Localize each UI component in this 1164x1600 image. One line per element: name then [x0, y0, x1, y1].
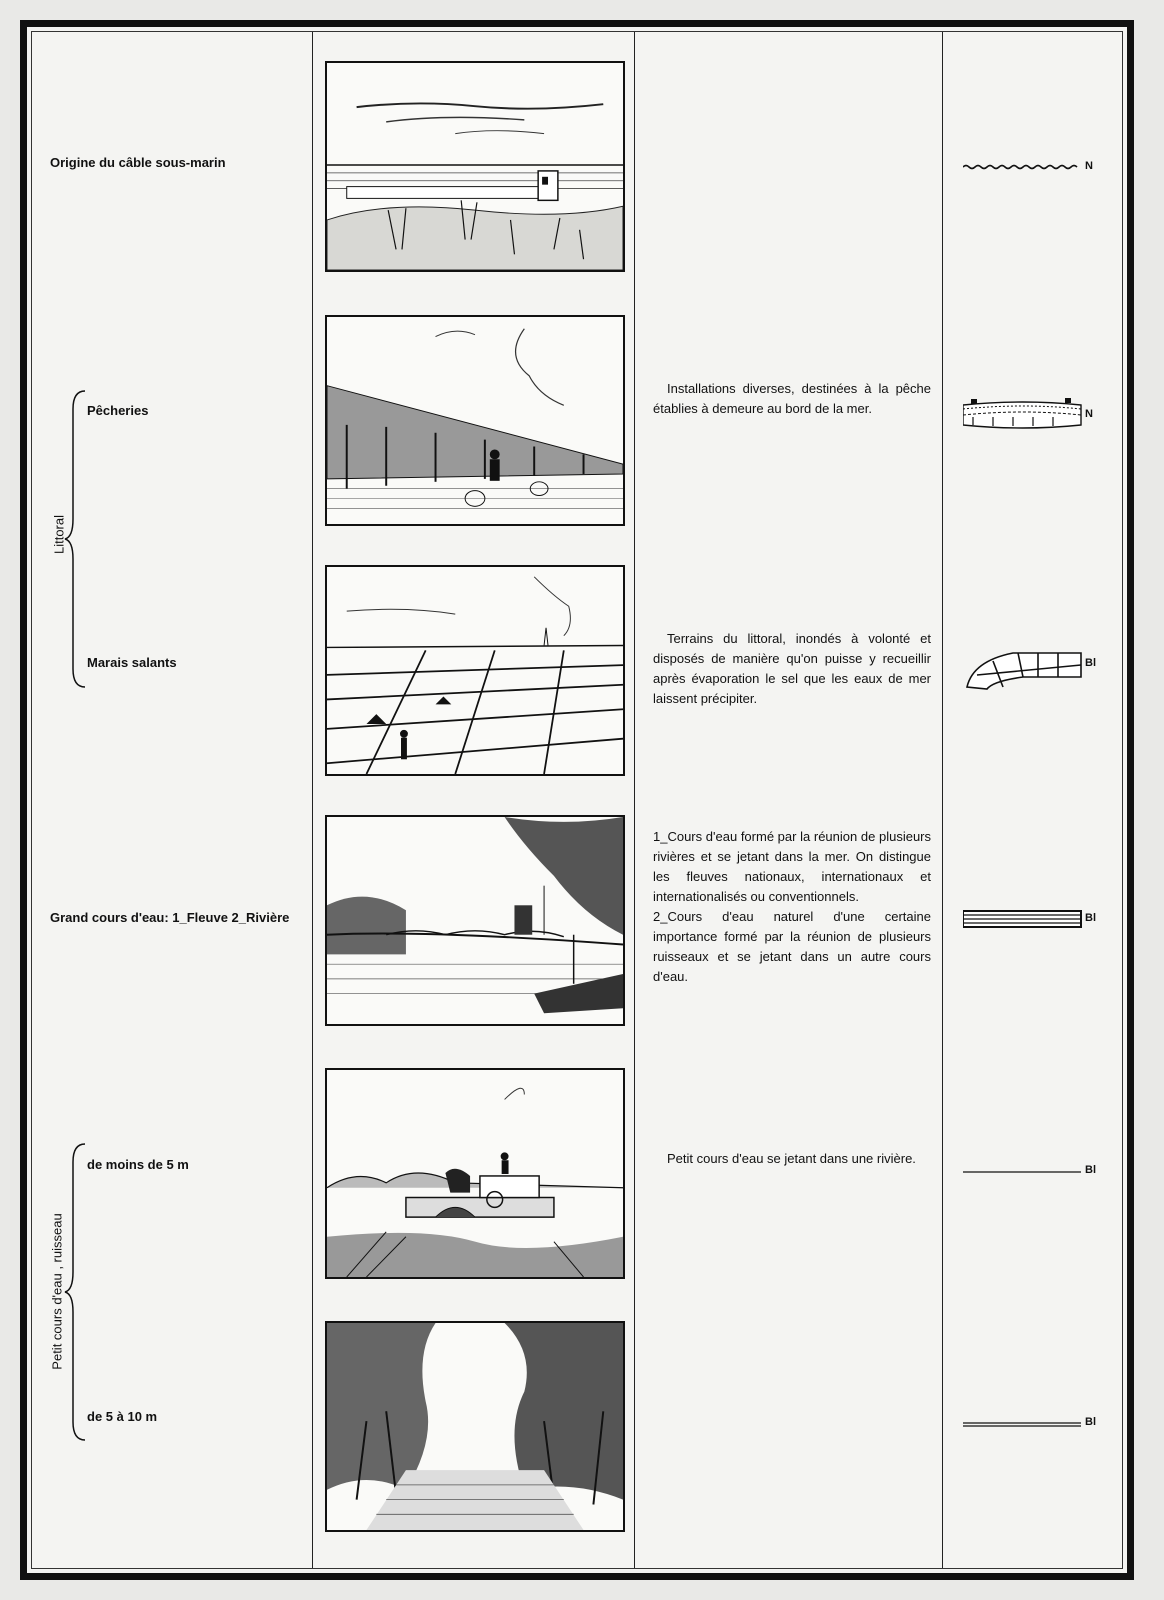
column-divider-1 [312, 32, 313, 1568]
pecheries-symbol-icon [963, 395, 1083, 435]
description-grand-cours [653, 827, 931, 987]
marais-symbol-icon [963, 647, 1083, 691]
symbol-grand-cours [963, 899, 1113, 939]
littoral-brace [63, 389, 87, 689]
row-name-moins-5m: de moins de 5 m [87, 1157, 189, 1172]
symbol-cable [963, 147, 1113, 187]
description-moins-5m [653, 1149, 931, 1169]
symbol-letter: Bl [1085, 657, 1096, 669]
description-paragraph: 1_Cours d'eau formé par la réunion de plusieurs rivières et se jetant dans la mer. On distingue les fleuves nationaux, internationaux et internationalisés ou conventionnels. [653, 829, 931, 904]
symbol-letter: Bl [1085, 912, 1096, 924]
page-frame [20, 20, 1134, 1580]
description-paragraph: 2_Cours d'eau naturel d'une certaine importance formé par la réunion de plusieurs ruisseaux et se jetant dans un autre cours d'eau. [653, 909, 931, 984]
illustration-marais-salants [325, 565, 625, 776]
column-divider-3 [942, 32, 943, 1568]
symbol-5-10m [963, 1403, 1113, 1443]
petit-cours-brace [63, 1142, 87, 1442]
5-10m-symbol-icon [963, 1403, 1083, 1443]
description-marais [653, 629, 931, 709]
symbol-letter: Bl [1085, 1416, 1096, 1428]
description-paragraph: Installations diverses, destinées à la pêche établies à demeure au bord de la mer. [653, 381, 931, 416]
symbol-pecheries [963, 395, 1113, 435]
illustration-cable-hut [325, 61, 625, 272]
description-paragraph: Petit cours d'eau se jetant dans une rivière. [667, 1151, 916, 1166]
symbol-marais [963, 647, 1113, 687]
column-divider-2 [634, 32, 635, 1568]
moins-5m-symbol-icon [963, 1151, 1083, 1191]
description-pecheries [653, 379, 931, 419]
row-name-marais: Marais salants [87, 655, 177, 670]
symbol-letter: Bl [1085, 1164, 1096, 1176]
illustration-5-10m [325, 1321, 625, 1532]
row-name-5-10m: de 5 à 10 m [87, 1409, 158, 1424]
symbol-letter: N [1085, 408, 1093, 420]
row-name-pecheries: Pêcheries [87, 403, 149, 418]
description-paragraph: Terrains du littoral, inondés à volonté et disposés de manière qu'on puisse y recueillir après évaporation le sel que les eaux de mer laissent précipiter. [653, 631, 931, 706]
illustration-grand-cours [325, 815, 625, 1026]
group-label-littoral: Littoral [51, 514, 67, 555]
symbol-moins-5m [963, 1151, 1113, 1191]
illustration-pecheries [325, 315, 625, 526]
illustration-moins-5m [325, 1068, 625, 1279]
row-name-grand-cours: Grand cours d'eau: 1_Fleuve 2_Rivière [50, 910, 290, 925]
group-label-petit-cours: Petit cours d'eau , ruisseau [49, 1213, 65, 1370]
symbol-letter: N [1085, 160, 1093, 172]
cable-symbol-icon [963, 147, 1083, 187]
row-name-cable: Origine du câble sous-marin [50, 155, 226, 170]
grand-cours-symbol-icon [963, 899, 1083, 939]
